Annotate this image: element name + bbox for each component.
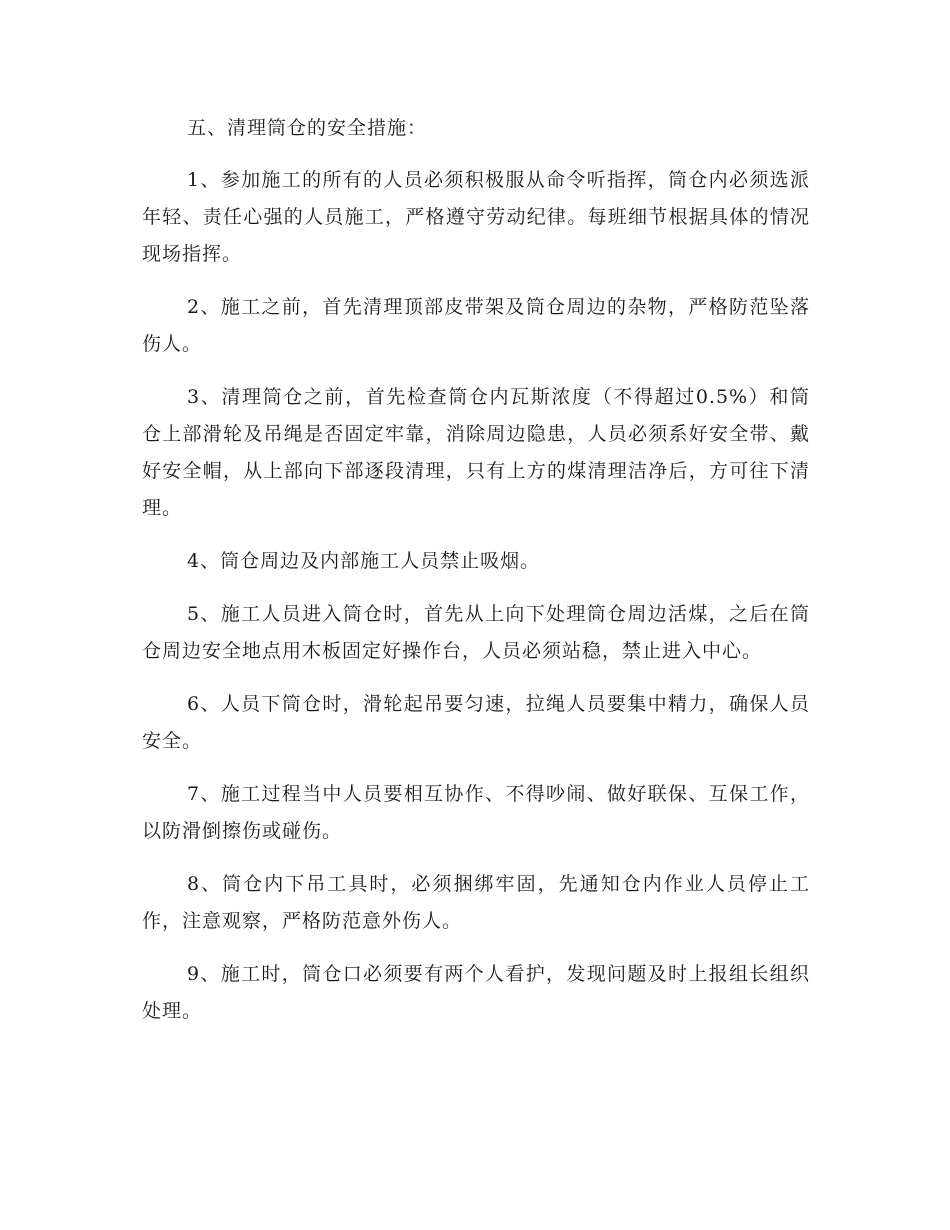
paragraph-7: 7、施工过程当中人员要相互协作、不得吵闹、做好联保、互保工作，以防滑倒擦伤或碰伤。 [142, 783, 810, 842]
paragraph-2: 2、施工之前，首先清理顶部皮带架及筒仓周边的杂物，严格防范坠落伤人。 [142, 296, 810, 355]
paragraph-8: 8、筒仓内下吊工具时，必须捆绑牢固，先通知仓内作业人员停止工作，注意观察，严格防范意外伤人。 [142, 873, 810, 932]
paragraph-3: 3、清理筒仓之前，首先检查筒仓内瓦斯浓度（不得超过0.5%）和筒仓上部滑轮及吊绳是否固定牢靠，消除周边隐患，人员必须系好安全带、戴好安全帽，从上部向下部逐段清理，只有上方的煤清理洁净后，方可往下清理。 [142, 386, 810, 519]
paragraph-4: 4、筒仓周边及内部施工人员禁止吸烟。 [187, 550, 541, 572]
document-body [142, 110, 810, 1046]
paragraph-5: 5、施工人员进入筒仓时，首先从上向下处理筒仓周边活煤，之后在筒仓周边安全地点用木板固定好操作台，人员必须站稳，禁止进入中心。 [142, 603, 810, 662]
section-heading: 五、清理筒仓的安全措施： [187, 117, 428, 139]
paragraph-6: 6、人员下筒仓时，滑轮起吊要匀速，拉绳人员要集中精力，确保人员安全。 [142, 693, 810, 752]
paragraph-1: 1、参加施工的所有的人员必须积极服从命令听指挥，筒仓内必须选派年轻、责任心强的人员施工，严格遵守劳动纪律。每班细节根据具体的情况现场指挥。 [142, 169, 810, 265]
paragraph-9: 9、施工时，筒仓口必须要有两个人看护，发现问题及时上报组长组织处理。 [142, 963, 810, 1022]
